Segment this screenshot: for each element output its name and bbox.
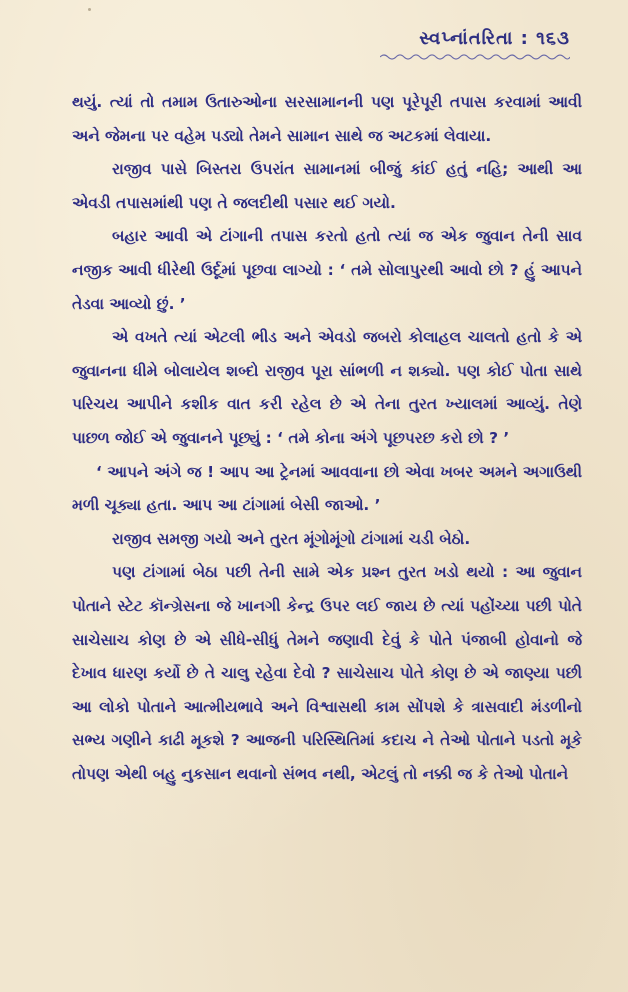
page-body (72, 86, 582, 791)
paragraph-1: થયું. ત્યાં તો તમામ ઉતારુઓના સરસામાનની પણ પૂરેપૂરી તપાસ કરવામાં આવી અને જેમના પર વહેમ પડ્યો તેમને સામાન સાથે જ અટકમાં લેવાયા. (72, 93, 582, 145)
running-title: સ્વપ્નાંતરિતા : ૧૬૩ (419, 28, 570, 49)
page-header (380, 28, 570, 61)
paragraph-4: એ વખતે ત્યાં એટલી ભીડ અને એવડો જબરો કોલાહલ ચાલતો હતો કે એ જુવાનના ધીમે બોલાયેલ શબ્દો રાજીવ પૂરા સાંભળી ન શક્યો. પણ કોઈ પોતા સાથે પરિચય આપીને કશીક વાત કરી રહેલ છે એ તેના તુરત ખ્યાલમાં આવ્યું. તેણે પાછળ જોઈ એ જુવાનને પૂછ્યું : ‘ તમે કોના અંગે પૂછપરછ કરો છો ? ’ (72, 328, 582, 447)
paragraph-6: રાજીવ સમજી ગયો અને તુરત મૂંગોમૂંગો ટાંગામાં ચડી બેઠો. (112, 529, 471, 548)
paper-speck (88, 8, 91, 11)
paragraph-2: રાજીવ પાસે બિસ્તરા ઉપરાંત સામાનમાં બીજું કાંઈ હતું નહિ; આથી આ એવડી તપાસમાંથી પણ તે જલદીથી પસાર થઈ ગયો. (72, 160, 582, 212)
paragraph-3: બહાર આવી એ ટાંગાની તપાસ કરતો હતો ત્યાં જ એક જુવાન તેની સાવ નજીક આવી ધીરેથી ઉર્દૂમાં પૂછવા લાગ્યો : ‘ તમે સોલાપુરથી આવો છો ? હું આપને તેડવા આવ્યો છું. ’ (72, 227, 582, 313)
wavy-underline (380, 53, 570, 61)
paragraph-5: ‘ આપને અંગે જ ! આપ આ ટ્રેનમાં આવવાના છો એવા ખબર અમને અગાઉથી મળી ચૂક્યા હતા. આપ આ ટાંગામાં બેસી જાઓ. ’ (72, 462, 582, 515)
paragraph-7: પણ ટાંગામાં બેઠા પછી તેની સામે એક પ્રશ્ન તુરત ખડો થયો : આ જુવાન પોતાને સ્ટેટ કૉન્ગ્રેસના જે ખાનગી કેન્દ્ર ઉપર લઈ જાય છે ત્યાં પહોંચ્યા પછી પોતે સાચેસાચ કોણ છે એ સીધે-સીધું તેમને જણાવી દેવું કે પોતે પંજાબી હોવાનો જે દેખાવ ધારણ કર્યો છે તે ચાલુ રહેવા દેવો ? સાચેસાચ પોતે કોણ છે એ જાણ્યા પછી આ લોકો પોતાને આત્મીયભાવે અને વિશ્વાસથી કામ સોંપશે કે ત્રાસવાદી મંડળીનો સભ્ય ગણીને કાઢી મૂકશે ? આજની પરિસ્થિતિમાં કદાચ ને તેઓ પોતાને પડતો મૂકે તોપણ એથી બહુ નુકસાન થવાનો સંભવ નથી, એટલું તો નક્કી જ કે તેઓ પોતાને (72, 563, 582, 783)
